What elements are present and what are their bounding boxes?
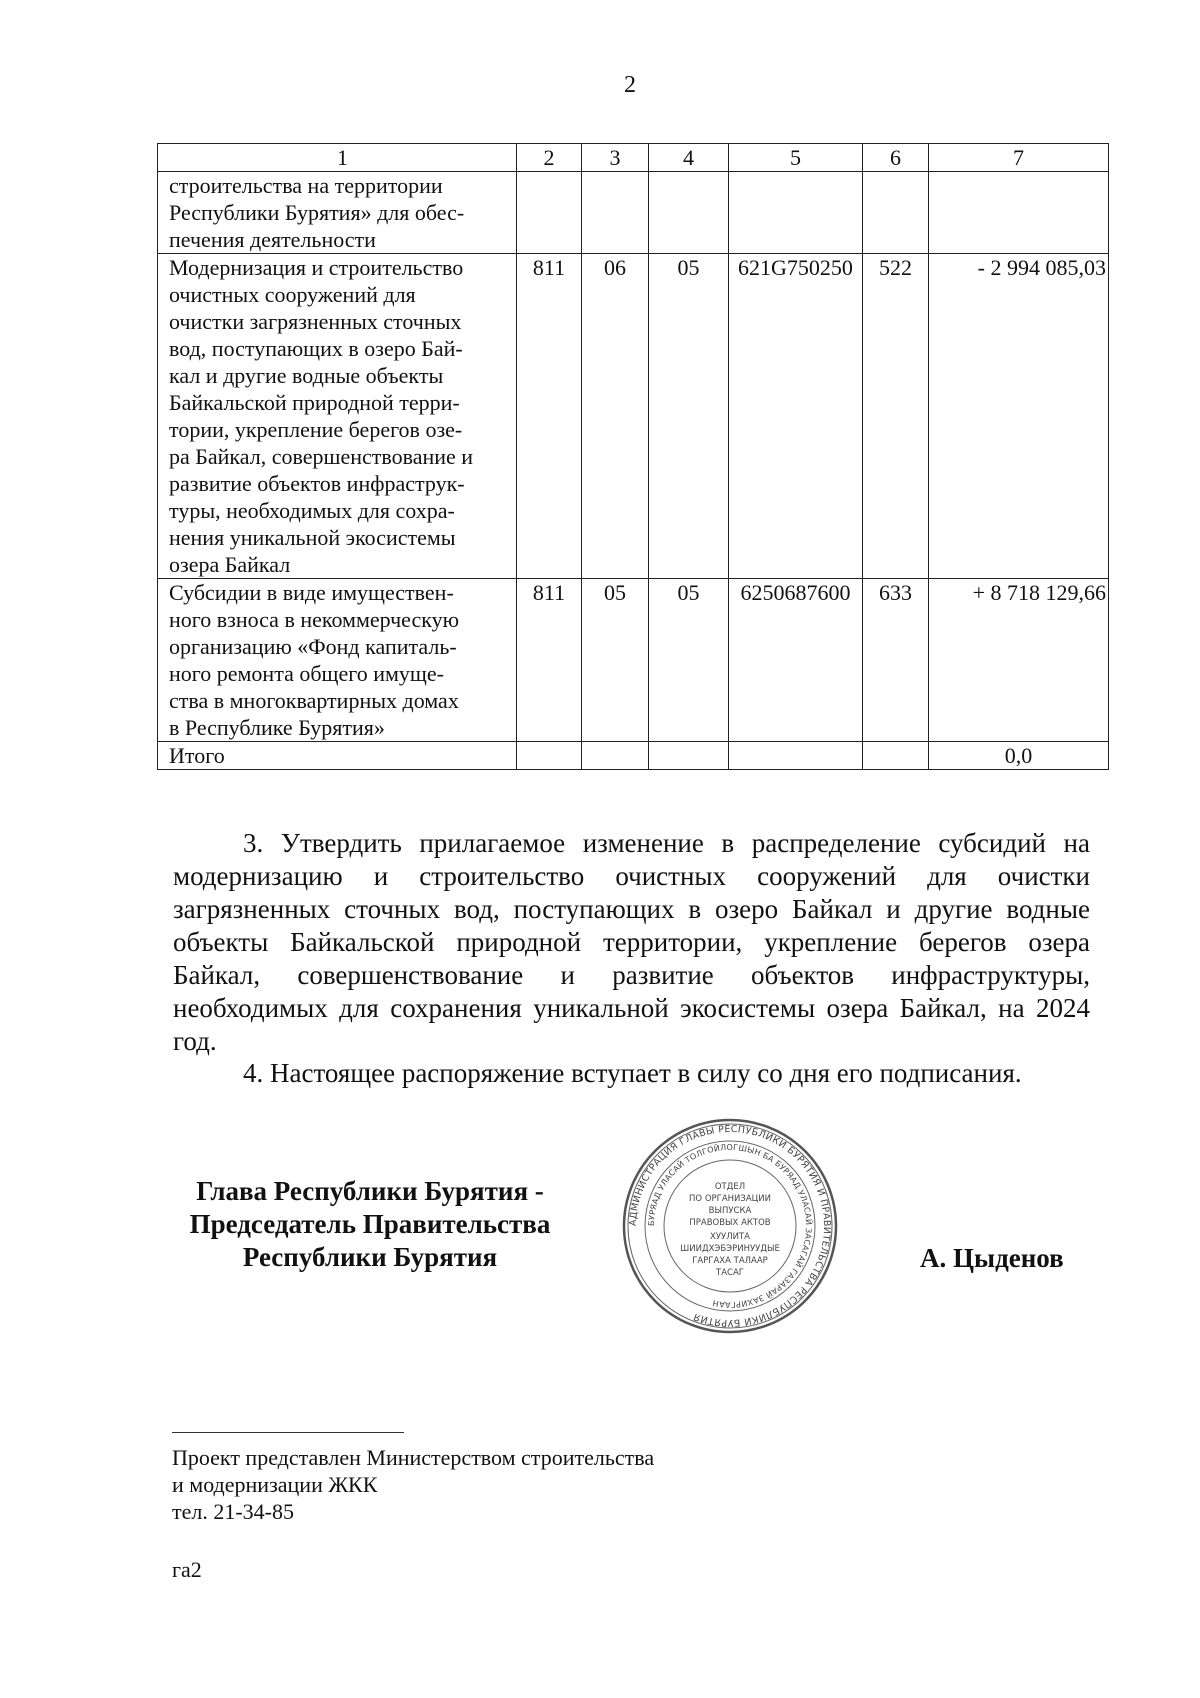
row-name-line: туры, необходимых для сохра-	[169, 498, 455, 523]
row-name-cell	[158, 579, 517, 742]
signer-name: А. Цыденов	[920, 1243, 1064, 1273]
table-header-row	[158, 144, 1109, 172]
row-name-line: тории, укрепление берегов озе-	[169, 417, 463, 442]
row-name-line: печения деятельности	[169, 227, 376, 252]
table-row	[158, 172, 1109, 254]
paragraph-4: 4. Настоящее распоряжение вступает в силу со дня его подписания.	[243, 1058, 1022, 1088]
row-name-line: ного взноса в некоммерческую	[169, 607, 460, 632]
header-cell: 3	[582, 144, 649, 172]
paragraph-3: 3. Утвердить прилагаемое изменение в распределение субсидий на модернизацию и строительство очистных сооружений для очистки загрязненных сточных вод, поступающих в озеро Байкал и другие водные объекты Байкальской природной территории, укрепление берегов озера Байкал, совершенствование и развитие объектов инфраструктуры, необходимых для сохранения уникальной экосистемы озера Байкал, на 2024 год.	[173, 828, 1090, 1056]
header-cell: 6	[863, 144, 929, 172]
cell-section: 05	[582, 579, 649, 742]
row-name-line: кал и другие водные объекты	[169, 363, 444, 388]
cell-expense-type: 522	[863, 254, 929, 579]
seal-inner-text: БУРЯАД УЛАСАЙ ТОЛГОЙЛОГШЫН БА БУРЯАД УЛАСАЙ ЗАСАГАЙ ГАЗАРАЙ ЗАХИРГААН	[646, 1142, 814, 1310]
row-name-line: очистных сооружений для	[169, 282, 416, 307]
cell-target-article: 621G750250	[729, 254, 863, 579]
signatory-title	[160, 1175, 580, 1274]
footnote-line: тел. 21-34-85	[172, 1499, 295, 1524]
cell-subsection	[649, 172, 729, 254]
footnote-line: и модернизации ЖКК	[172, 1472, 378, 1497]
seal-center-line: ПО ОРГАНИЗАЦИИ	[689, 1194, 771, 1204]
header-cell: 1	[158, 144, 517, 172]
cell-amount: - 2 994 085,03	[929, 254, 1109, 579]
signatory-title-line: Глава Республики Бурятия -	[196, 1176, 544, 1206]
seal-center-line: ХУУЛИТА	[710, 1232, 750, 1242]
row-name-cell	[158, 172, 517, 254]
header-cell: 7	[929, 144, 1109, 172]
row-name-line: ства в многоквартирных домах	[169, 688, 459, 713]
seal-center-line: ВЫПУСКА	[708, 1206, 752, 1216]
total-value: 0,0	[929, 742, 1109, 770]
total-label: Итого	[158, 742, 517, 770]
header-cell: 2	[517, 144, 582, 172]
official-seal	[621, 1117, 839, 1335]
seal-center-line: ГАРГАХА ТАЛААР	[692, 1256, 768, 1266]
signatory-title-line: Председатель Правительства	[189, 1209, 551, 1239]
document-code: га2	[172, 1557, 202, 1582]
cell-amount	[929, 172, 1109, 254]
cell-target-article	[729, 172, 863, 254]
empty-cell	[517, 742, 582, 770]
signatory-title-line: Республики Бурятия	[242, 1242, 498, 1272]
seal-center-line: ОТДЕЛ	[714, 1182, 746, 1192]
row-name-line: вод, поступающих в озеро Бай-	[169, 336, 463, 361]
footnote-line: Проект представлен Министерством строительства	[172, 1445, 655, 1470]
seal-center-line: ПРАВОВЫХ АКТОВ	[689, 1218, 771, 1228]
row-name-line: Байкальской природной терри-	[169, 390, 460, 415]
cell-subsection: 05	[649, 254, 729, 579]
row-name-line: ного ремонта общего имуще-	[169, 661, 444, 686]
cell-subsection: 05	[649, 579, 729, 742]
row-name-line: развитие объектов инфраструк-	[169, 471, 465, 496]
row-name-line: в Республике Бурятия»	[169, 715, 385, 740]
footnote	[172, 1444, 654, 1525]
cell-expense-type	[863, 172, 929, 254]
row-name-line: Республики Бурятия» для обес-	[169, 200, 465, 225]
footnote-divider	[172, 1432, 404, 1433]
table-row	[158, 254, 1109, 579]
cell-section: 06	[582, 254, 649, 579]
seal-outer-text: АДМИНИСТРАЦИЯ ГЛАВЫ РЕСПУБЛИКИ БУРЯТИЯ И ПРАВИТЕЛЬСТВА РЕСПУБЛИКИ БУРЯТИЯ	[627, 1123, 833, 1329]
row-name-line: организацию «Фонд капиталь-	[169, 634, 457, 659]
table-total-row	[158, 742, 1109, 770]
seal-center-line: ТАСАГ	[716, 1268, 744, 1278]
row-name-line: Субсидии в виде имуществен-	[169, 580, 454, 605]
row-name-line: Модернизация и строительство	[169, 255, 464, 280]
row-name-line: очистки загрязненных сточных	[169, 309, 462, 334]
row-name-line: нения уникальной экосистемы	[169, 525, 456, 550]
table-row	[158, 579, 1109, 742]
cell-ministry: 811	[517, 579, 582, 742]
cell-ministry	[517, 172, 582, 254]
empty-cell	[649, 742, 729, 770]
seal-center-line: ШИИДХЭБЭРИНУУДЫЕ	[680, 1244, 780, 1254]
row-name-line: строительства на территории	[169, 173, 443, 198]
budget-table	[157, 143, 1109, 770]
row-name-cell	[158, 254, 517, 579]
cell-target-article: 6250687600	[729, 579, 863, 742]
row-name-line: озера Байкал	[169, 552, 291, 577]
row-name-line: ра Байкал, совершенствование и	[169, 444, 474, 469]
cell-section	[582, 172, 649, 254]
header-cell: 5	[729, 144, 863, 172]
cell-ministry: 811	[517, 254, 582, 579]
empty-cell	[582, 742, 649, 770]
cell-amount: + 8 718 129,66	[929, 579, 1109, 742]
cell-expense-type: 633	[863, 579, 929, 742]
empty-cell	[729, 742, 863, 770]
header-cell: 4	[649, 144, 729, 172]
page-number: 2	[624, 72, 636, 98]
empty-cell	[863, 742, 929, 770]
